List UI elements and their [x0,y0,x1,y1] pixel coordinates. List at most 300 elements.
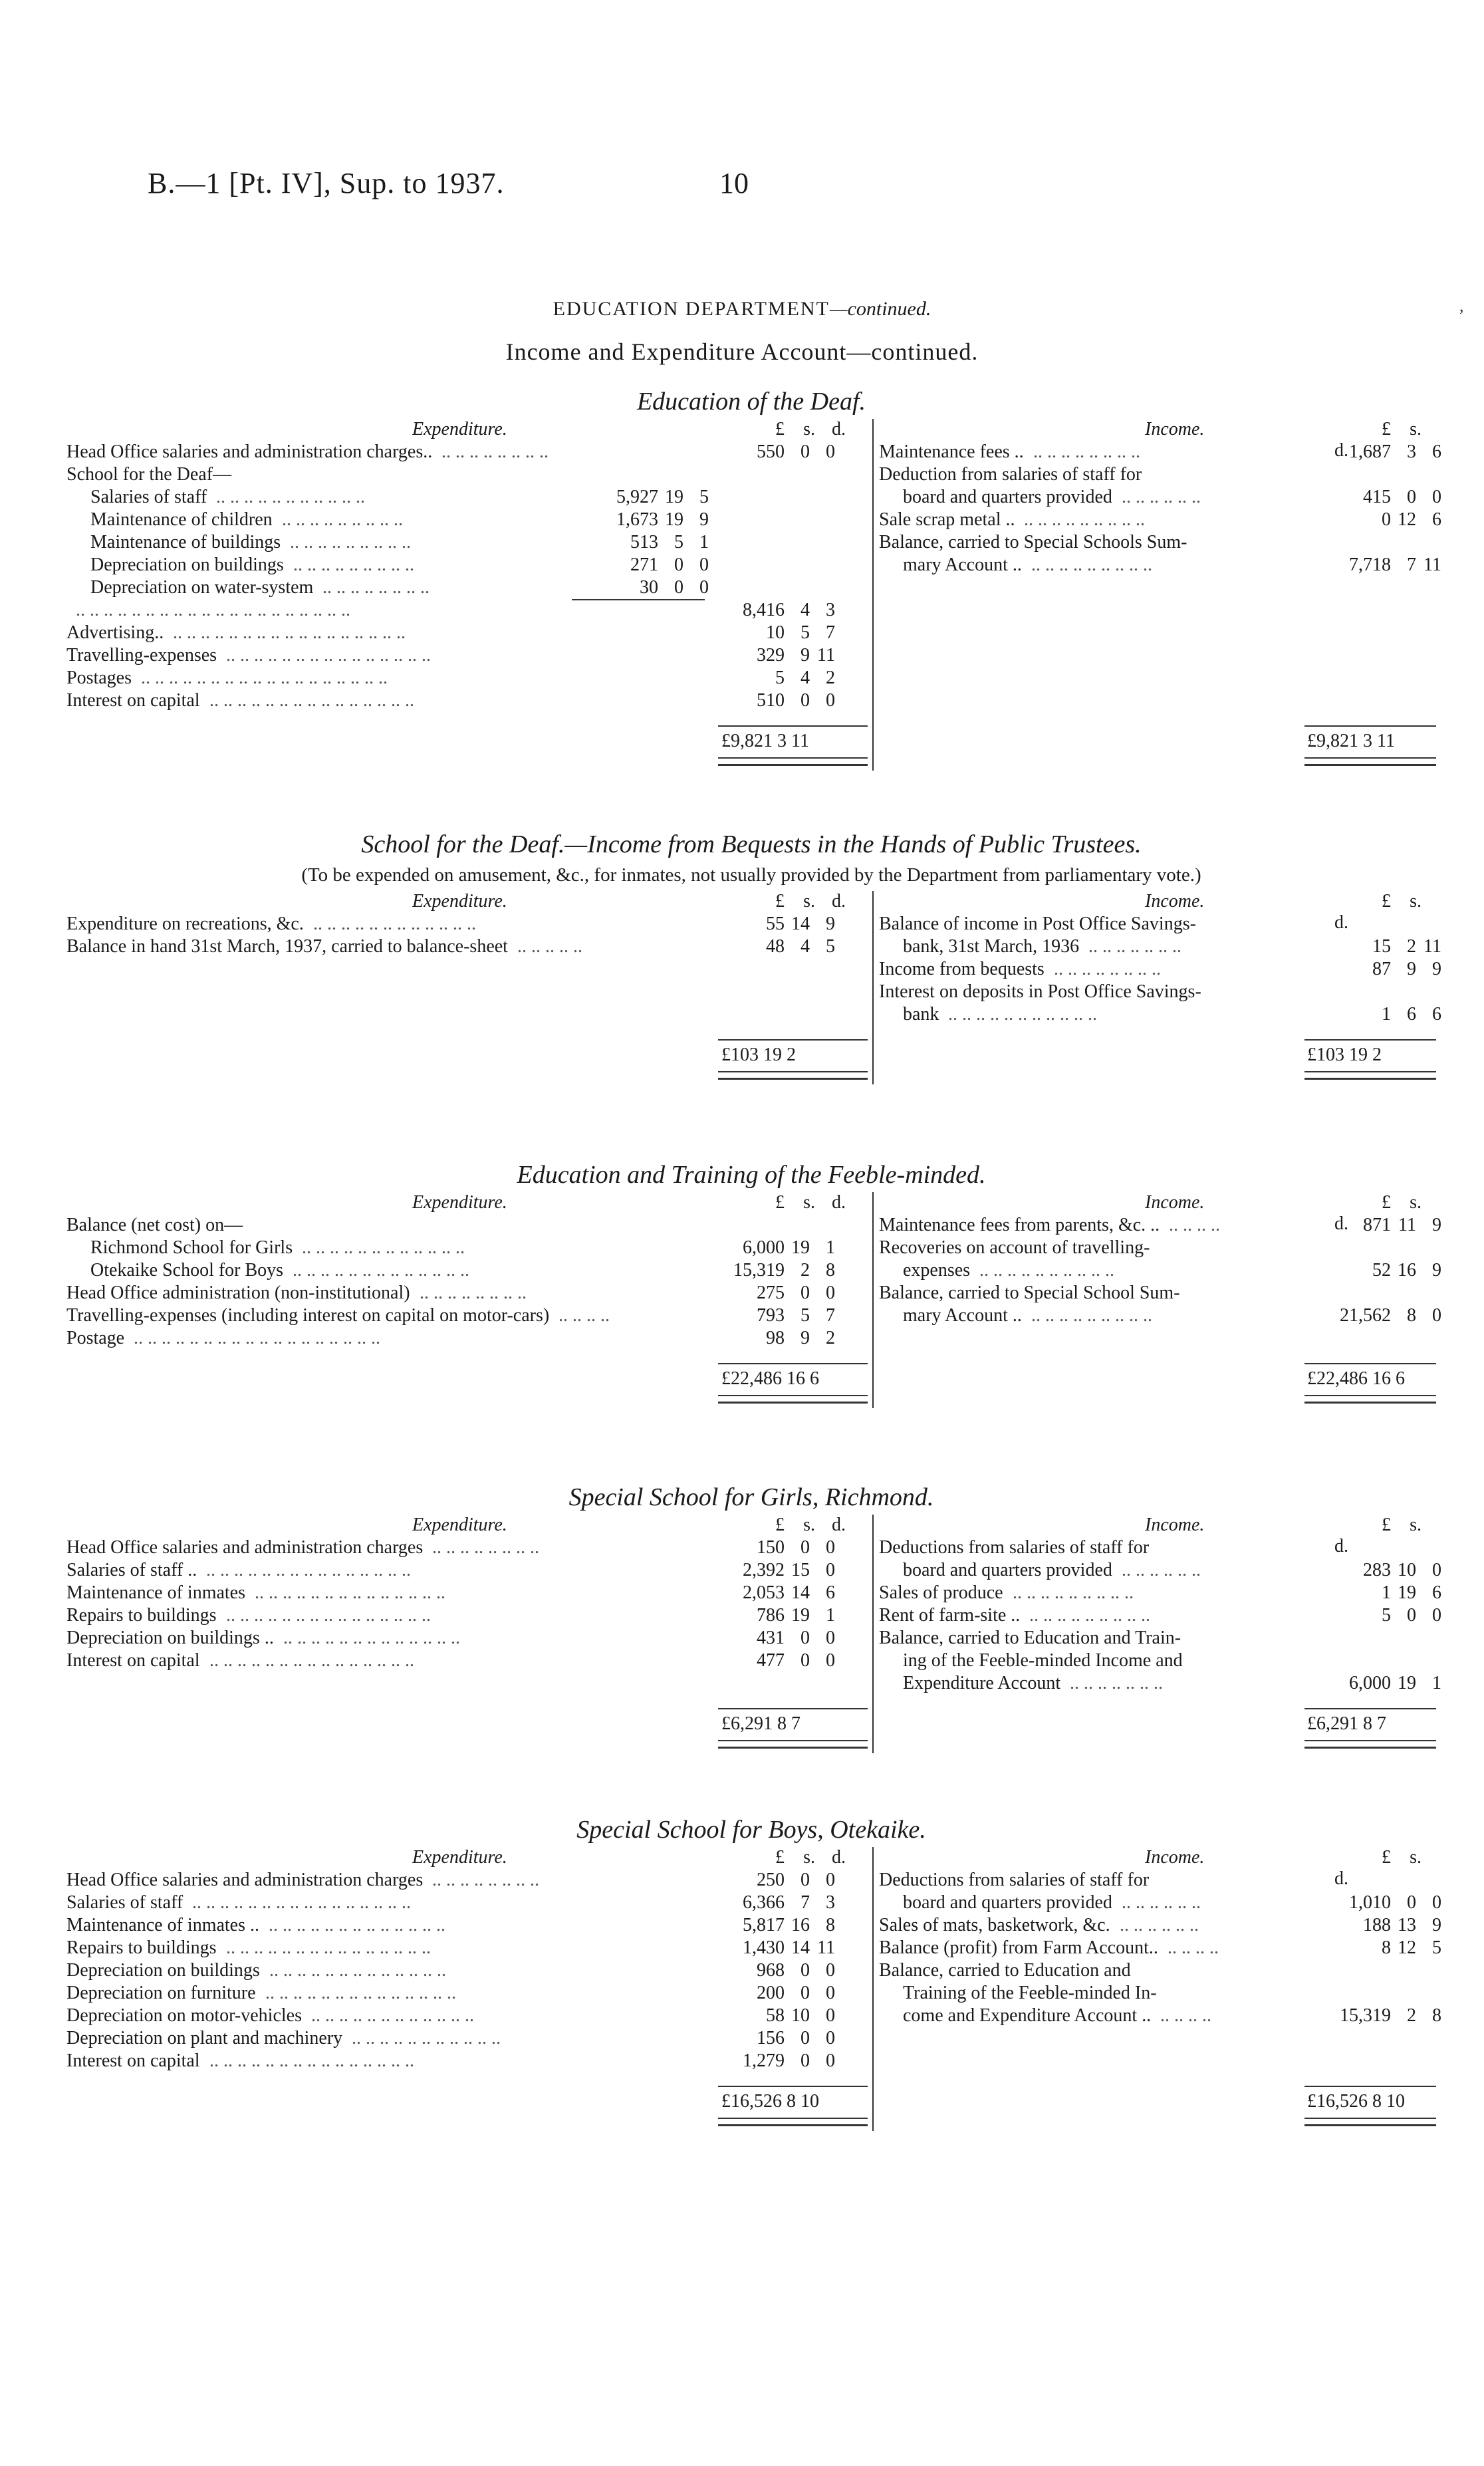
expenditure-text: Balance in hand 31st March, 1937, carried to balance-sheet [66,936,508,957]
amount-shillings: 0 [674,555,683,575]
income-column [879,1847,1441,2027]
dot-leader: .. .. .. .. .. .. .. [1070,1673,1163,1693]
amount [1318,1914,1441,1937]
income-row [879,913,1436,935]
amount-pounds: 431 [757,1628,785,1648]
dot-leader: .. .. .. .. .. .. [1122,1892,1201,1913]
shilling-header: s. [1410,419,1422,439]
dot-leader: .. .. .. .. .. .. .. .. .. .. .. .. .. .. .. [226,1605,431,1626]
dot-leader: .. .. .. .. .. .. .. .. .. .. .. .. .. .. .. .. .. .. [141,668,388,688]
pence-header: d. [1334,1868,1348,1889]
amount-pounds: 786 [757,1605,785,1626]
amount-shillings: 9 [801,1328,810,1348]
shilling-header: s. [1410,891,1422,912]
amount-pounds: 275 [757,1283,785,1303]
expenditure-row [66,2050,871,2072]
amount [705,1282,835,1304]
total-top-rule [1304,2086,1436,2087]
amount-shillings: 19 [665,509,683,530]
total-top-rule [1304,1708,1436,1709]
income-total: £6,291 8 7 [1307,1713,1386,1734]
expenditure-row [66,1282,871,1304]
amount [1318,1892,1441,1914]
amount-pence: 5 [826,936,835,957]
amount [585,554,709,576]
amount-pounds: 793 [757,1305,785,1326]
currency-header [705,419,846,440]
income-text: Training of the Feeble-minded In- [903,1983,1157,2003]
dot-leader: .. .. .. .. .. .. .. .. .. .. .. .. .. .. .. [209,2050,414,2071]
amount-pounds: 477 [757,1650,785,1671]
expenditure-text: Head Office salaries and administration charges.. [66,441,433,462]
income-header-label: Income. [1145,1515,1205,1535]
amount [705,1604,835,1627]
income-row [879,531,1436,554]
income-row [879,1237,1436,1259]
dot-leader: .. .. .. .. .. .. .. .. .. [1031,555,1152,575]
amount-pounds: 15 [1372,936,1391,957]
amount-pence: 11 [817,1937,835,1958]
amount-shillings: 19 [1398,1673,1416,1693]
expenditure-column [66,1515,871,1672]
total-double-rule [1304,1740,1436,1749]
amount-pounds: 5 [1382,1605,1391,1626]
margin-mark: , [1459,296,1464,315]
amount [705,1869,835,1892]
amount-pence: 9 [1432,1260,1441,1281]
expenditure-total: £22,486 16 6 [721,1368,819,1389]
dot-leader: .. .. .. .. .. .. [1122,1560,1201,1580]
amount-pounds: 968 [757,1960,785,1981]
amount-pence: 0 [826,2050,835,2071]
amount-pounds: 1 [1382,1004,1391,1025]
amount-shillings: 5 [674,532,683,553]
amount-pounds: 5,927 [616,487,658,507]
expenditure-column [66,891,871,958]
expenditure-text: Head Office salaries and administration charges [66,1870,424,1890]
amount-pounds: 30 [640,577,658,598]
expenditure-text: Depreciation on buildings [66,1960,260,1981]
dot-leader: .. .. .. .. .. .. .. .. .. .. .. .. .. .. [265,1983,456,2003]
dot-leader: .. .. .. .. .. .. .. .. .. .. .. [216,487,365,507]
income-total: £103 19 2 [1307,1045,1382,1065]
expenditure-text: Postages [66,668,132,688]
expenditure-text: Balance (net cost) on— [66,1215,243,1235]
amount [705,1237,835,1259]
amount-shillings: 6 [1407,1004,1416,1025]
amount-pounds: 7,718 [1349,555,1391,575]
income-text: Balance of income in Post Office Savings- [879,914,1196,934]
amount-pence: 8 [826,1260,835,1281]
amount-pounds: 150 [757,1537,785,1558]
amount-pence: 1 [826,1237,835,1258]
amount-pence: 2 [826,668,835,688]
account-title: Income and Expenditure Account—continued. [505,338,979,365]
section-title: Education of the Deaf. [636,388,866,416]
amount-shillings: 4 [801,936,810,957]
amount-pounds: 87 [1372,959,1391,979]
income-total: £16,526 8 10 [1307,2091,1405,2112]
amount-pence: 0 [826,1870,835,1890]
income-row [879,1604,1441,1627]
amount-shillings: 14 [791,1937,810,1958]
dot-leader: .. .. .. .. .. .. .. .. .. [290,532,411,553]
amount-shillings: 9 [1407,959,1416,979]
dot-leader: .. .. .. .. .. .. .. .. .. .. .. [352,2028,501,2048]
dot-leader: .. .. .. .. .. .. .. .. [432,1537,539,1558]
income-text: Sales of produce [879,1582,1003,1603]
amount-shillings: 15 [791,1560,810,1580]
amount [705,1627,835,1650]
expenditure-total: £103 19 2 [721,1045,796,1065]
dot-leader: .. .. .. .. .. .. .. .. .. [282,509,403,530]
income-text: board and quarters provided [903,1560,1112,1580]
expenditure-text: Maintenance of buildings [90,532,281,553]
income-header-label: Income. [1145,1192,1205,1213]
dot-leader: .. .. .. .. .. .. .. .. .. .. .. .. .. .. .. .. .. .. [134,1328,380,1348]
amount-shillings: 0 [801,1870,810,1890]
amount-shillings: 7 [1407,555,1416,575]
shilling-header: s. [1410,1847,1422,1868]
expenditure-row [66,1937,871,1959]
dot-leader: .. .. .. .. .. .. .. .. .. .. .. .. [311,2005,474,2026]
income-row [879,554,1441,576]
income-text: Balance, carried to Special School Sum- [879,1283,1180,1303]
amount-shillings: 2 [1407,936,1416,957]
pence-header: d. [832,1192,846,1213]
total-double-rule [718,1071,868,1080]
dot-leader: .. .. .. .. .. .. .. .. .. [1013,1582,1134,1603]
amount-pence: 6 [1432,441,1441,462]
amount [705,667,835,689]
expenditure-row [66,486,871,509]
income-row [879,1982,1436,2005]
amount-shillings: 0 [801,1628,810,1648]
amount-pounds: 1,673 [616,509,658,530]
dot-leader: .. .. .. .. .. .. .. .. [420,1283,527,1303]
department-continued: —continued. [829,298,931,320]
department-name: EDUCATION DEPARTMENT [553,298,830,320]
expenditure-header [66,1515,871,1537]
income-text: mary Account .. [903,555,1022,575]
dot-leader: .. .. .. .. .. .. .. .. .. .. .. .. .. .. .. [226,1937,431,1958]
amount-pounds: 510 [757,690,785,711]
amount-pounds: 15,319 [1340,2005,1391,2026]
amount-pounds: 15,319 [733,1260,785,1281]
shilling-header: s. [1410,1515,1422,1535]
amount-shillings: 0 [801,1283,810,1303]
income-text: bank, 31st March, 1936 [903,936,1080,957]
expenditure-text: Travelling-expenses [66,645,217,666]
amount-pounds: 52 [1372,1260,1391,1281]
dot-leader: .. .. .. .. .. .. .. .. .. [1024,509,1145,530]
expenditure-text: Depreciation on motor-vehicles [66,2005,302,2026]
amount [585,576,709,599]
amount-pence: 0 [826,1983,835,2003]
amount-shillings: 19 [791,1605,810,1626]
income-header-label: Income. [1145,1847,1205,1868]
amount-shillings: 0 [801,1960,810,1981]
amount-pence: 6 [1432,509,1441,530]
section-title: Education and Training of the Feeble-minded. [517,1161,986,1189]
expenditure-header [66,1847,871,1869]
expenditure-row [66,1559,871,1582]
currency-header [705,891,846,912]
dot-leader: .. .. .. .. .. .. .. .. .. .. .. .. .. [269,1960,446,1981]
amount [1318,958,1441,981]
amount-pence: 11 [1423,936,1441,957]
amount-shillings: 12 [1398,509,1416,530]
amount-pounds: 48 [766,936,785,957]
amount-pounds: 58 [766,2005,785,2026]
amount [1318,935,1441,958]
amount-pounds: 6,000 [743,1237,785,1258]
amount-pounds: 2,053 [743,1582,785,1603]
amount [705,2005,835,2027]
amount-pence: 5 [1432,1937,1441,1958]
amount [1318,441,1441,463]
income-text: come and Expenditure Account .. [903,2005,1152,2026]
amount-pounds: 156 [757,2028,785,2048]
dot-leader: .. .. .. .. .. .. [1120,1915,1199,1935]
expenditure-row [66,622,871,644]
section-title: Special School for Girls, Richmond. [568,1483,934,1511]
amount-pence: 0 [826,1537,835,1558]
expenditure-text: Depreciation on buildings [90,555,284,575]
amount [1318,554,1441,576]
dot-leader: .. .. .. .. [1160,2005,1211,2026]
amount-pounds: 415 [1363,487,1391,507]
amount [1318,1582,1441,1604]
income-text: board and quarters provided [903,487,1112,507]
expenditure-text: Maintenance of inmates [66,1582,246,1603]
expenditure-header-label: Expenditure. [412,891,507,912]
amount-pence: 9 [1432,959,1441,979]
expenditure-row [66,1237,871,1259]
income-row [879,1892,1441,1914]
expenditure-text: Salaries of staff [90,487,207,507]
expenditure-row [66,1959,871,1982]
amount-pence: 11 [1423,555,1441,575]
amount [705,1582,835,1604]
income-text: Balance (profit) from Farm Account.. [879,1937,1158,1958]
amount-pounds: 2,392 [743,1560,785,1580]
expenditure-text: School for the Deaf— [66,464,232,485]
income-row [879,1959,1436,1982]
amount [705,1537,835,1559]
amount-shillings: 0 [801,441,810,462]
income-column [879,1192,1441,1327]
amount-pence: 0 [826,1960,835,1981]
shilling-header: s. [803,1515,815,1535]
section-note: (To be expended on amusement, &c., for inmates, not usually provided by the Department from parliamentary vote.) [301,864,1201,886]
dot-leader: .. .. .. .. [1168,1937,1219,1958]
currency-header [705,1192,846,1213]
pence-header: d. [832,1847,846,1868]
dot-leader: .. .. .. .. .. .. .. .. [441,441,549,462]
total-top-rule [718,1039,868,1041]
amount-pence: 3 [826,600,835,620]
income-column [879,1515,1441,1695]
amount-shillings: 0 [1407,1605,1416,1626]
dot-leader: .. .. .. .. .. .. [1122,487,1201,507]
amount-pounds: 250 [757,1870,785,1890]
amount [585,509,709,531]
expenditure-text: Otekaike School for Boys [90,1260,284,1281]
income-text: Income from bequests [879,959,1045,979]
amount [705,1914,835,1937]
expenditure-header-label: Expenditure. [412,1847,507,1868]
pence-header: d. [832,419,846,439]
income-row [879,1650,1436,1672]
amount [705,1959,835,1982]
income-row [879,1559,1441,1582]
expenditure-text: Richmond School for Girls [90,1237,293,1258]
income-column [879,419,1441,576]
pound-header: £ [775,419,785,439]
amount [1318,1259,1441,1282]
amount-pence: 0 [826,2005,835,2026]
expenditure-header-label: Expenditure. [412,1515,507,1535]
dot-leader: .. .. .. .. .. .. .. .. .. [1031,1305,1152,1326]
expenditure-text: Depreciation on plant and machinery [66,2028,343,2048]
income-row [879,935,1441,958]
shilling-header: s. [803,419,815,439]
pound-header: £ [775,1515,785,1535]
expenditure-text: Depreciation on water-system [90,577,314,598]
shilling-header: s. [803,891,815,912]
income-text: board and quarters provided [903,1892,1112,1913]
amount-shillings: 10 [791,2005,810,2026]
total-double-rule [1304,1071,1436,1080]
expenditure-text: Expenditure on recreations, &c. [66,914,304,934]
amount-shillings: 0 [801,2050,810,2071]
expenditure-text: Depreciation on buildings .. [66,1628,274,1648]
amount-shillings: 0 [801,1537,810,1558]
expenditure-row [66,1582,871,1604]
amount-pence: 9 [826,914,835,934]
amount [1318,2005,1441,2027]
amount-pence: 3 [826,1892,835,1913]
page-header: B.—1 [Pt. IV], Sup. to 1937. [148,167,505,199]
column-divider [872,1192,874,1408]
amount-pence: 6 [1432,1004,1441,1025]
amount [1318,1672,1441,1695]
amount-pence: 1 [1432,1673,1441,1693]
amount [705,1982,835,2005]
dot-leader: .. .. .. .. .. .. .. .. .. .. .. .. [302,1237,465,1258]
amount-pounds: 8 [1382,1937,1391,1958]
dot-leader: .. .. .. .. .. .. .. .. .. [1029,1605,1150,1626]
amount [1318,1559,1441,1582]
expenditure-row [66,2027,871,2050]
expenditure-text: Head Office salaries and administration charges [66,1537,424,1558]
amount [1318,1304,1441,1327]
amount-pence: 8 [826,1915,835,1935]
total-double-rule [1304,1395,1436,1404]
income-row [879,1627,1436,1650]
expenditure-header-label: Expenditure. [412,1192,507,1213]
amount-pounds: 271 [630,555,658,575]
expenditure-row [66,554,871,576]
amount-shillings: 0 [1407,1892,1416,1913]
pence-header: d. [832,891,846,912]
expenditure-row [66,441,871,463]
total-double-rule [718,757,868,766]
income-row [879,1914,1441,1937]
amount [705,935,835,958]
expenditure-text: Maintenance of children [90,509,273,530]
amount [705,622,835,644]
income-row [879,1214,1441,1237]
income-text: bank [903,1004,939,1025]
amount-pounds: 1,010 [1349,1892,1391,1913]
amount-pence: 6 [1432,1582,1441,1603]
amount-shillings: 8 [1407,1305,1416,1326]
expenditure-row [66,1304,871,1327]
dot-leader: .. .. .. .. .. .. .. .. .. .. .. .. .. .. .. .. .. .. .. .. [76,600,350,620]
total-double-rule [718,1740,868,1749]
income-row [879,1672,1441,1695]
amount-shillings: 0 [801,2028,810,2048]
amount-pence: 0 [826,2028,835,2048]
amount-pounds: 6,366 [743,1892,785,1913]
expenditure-row [66,1627,871,1650]
amount-pounds: 98 [766,1328,785,1348]
amount [1318,1003,1441,1026]
amount-pounds: 21,562 [1340,1305,1391,1326]
amount-pence: 0 [699,577,709,598]
income-text: Rent of farm-site .. [879,1605,1021,1626]
amount-pounds: 188 [1363,1915,1391,1935]
amount-shillings: 19 [665,487,683,507]
shilling-header: s. [803,1192,815,1213]
expenditure-row [66,1869,871,1892]
income-row [879,981,1436,1003]
expenditure-header [66,891,871,913]
expenditure-column [66,419,871,712]
pound-header: £ [1382,891,1391,912]
amount-pounds: 10 [766,622,785,643]
shilling-header: s. [803,1847,815,1868]
total-double-rule [1304,2118,1436,2126]
amount-pounds: 5,817 [743,1915,785,1935]
amount-shillings: 4 [801,668,810,688]
amount-pounds: 1,687 [1349,441,1391,462]
income-row [879,486,1441,509]
expenditure-row [66,935,871,958]
expenditure-row [66,1259,871,1282]
expenditure-row [66,913,871,935]
amount-shillings: 13 [1398,1915,1416,1935]
column-divider [872,891,874,1084]
amount-pence: 9 [699,509,709,530]
amount-shillings: 10 [1398,1560,1416,1580]
expenditure-row [66,667,871,689]
amount-shillings: 14 [791,914,810,934]
amount-pence: 0 [1432,1305,1441,1326]
dot-leader: .. .. .. .. .. .. .. .. .. .. .. .. .. [293,1260,469,1281]
income-text: Sale scrap metal .. [879,509,1015,530]
amount [1318,509,1441,531]
amount-pounds: 200 [757,1983,785,2003]
amount-pence: 0 [1432,1892,1441,1913]
total-top-rule [718,1708,868,1709]
amount-pence: 1 [826,1605,835,1626]
dot-leader: .. .. .. .. .. [517,936,582,957]
income-row [879,1582,1441,1604]
amount-pounds: 329 [757,645,785,666]
